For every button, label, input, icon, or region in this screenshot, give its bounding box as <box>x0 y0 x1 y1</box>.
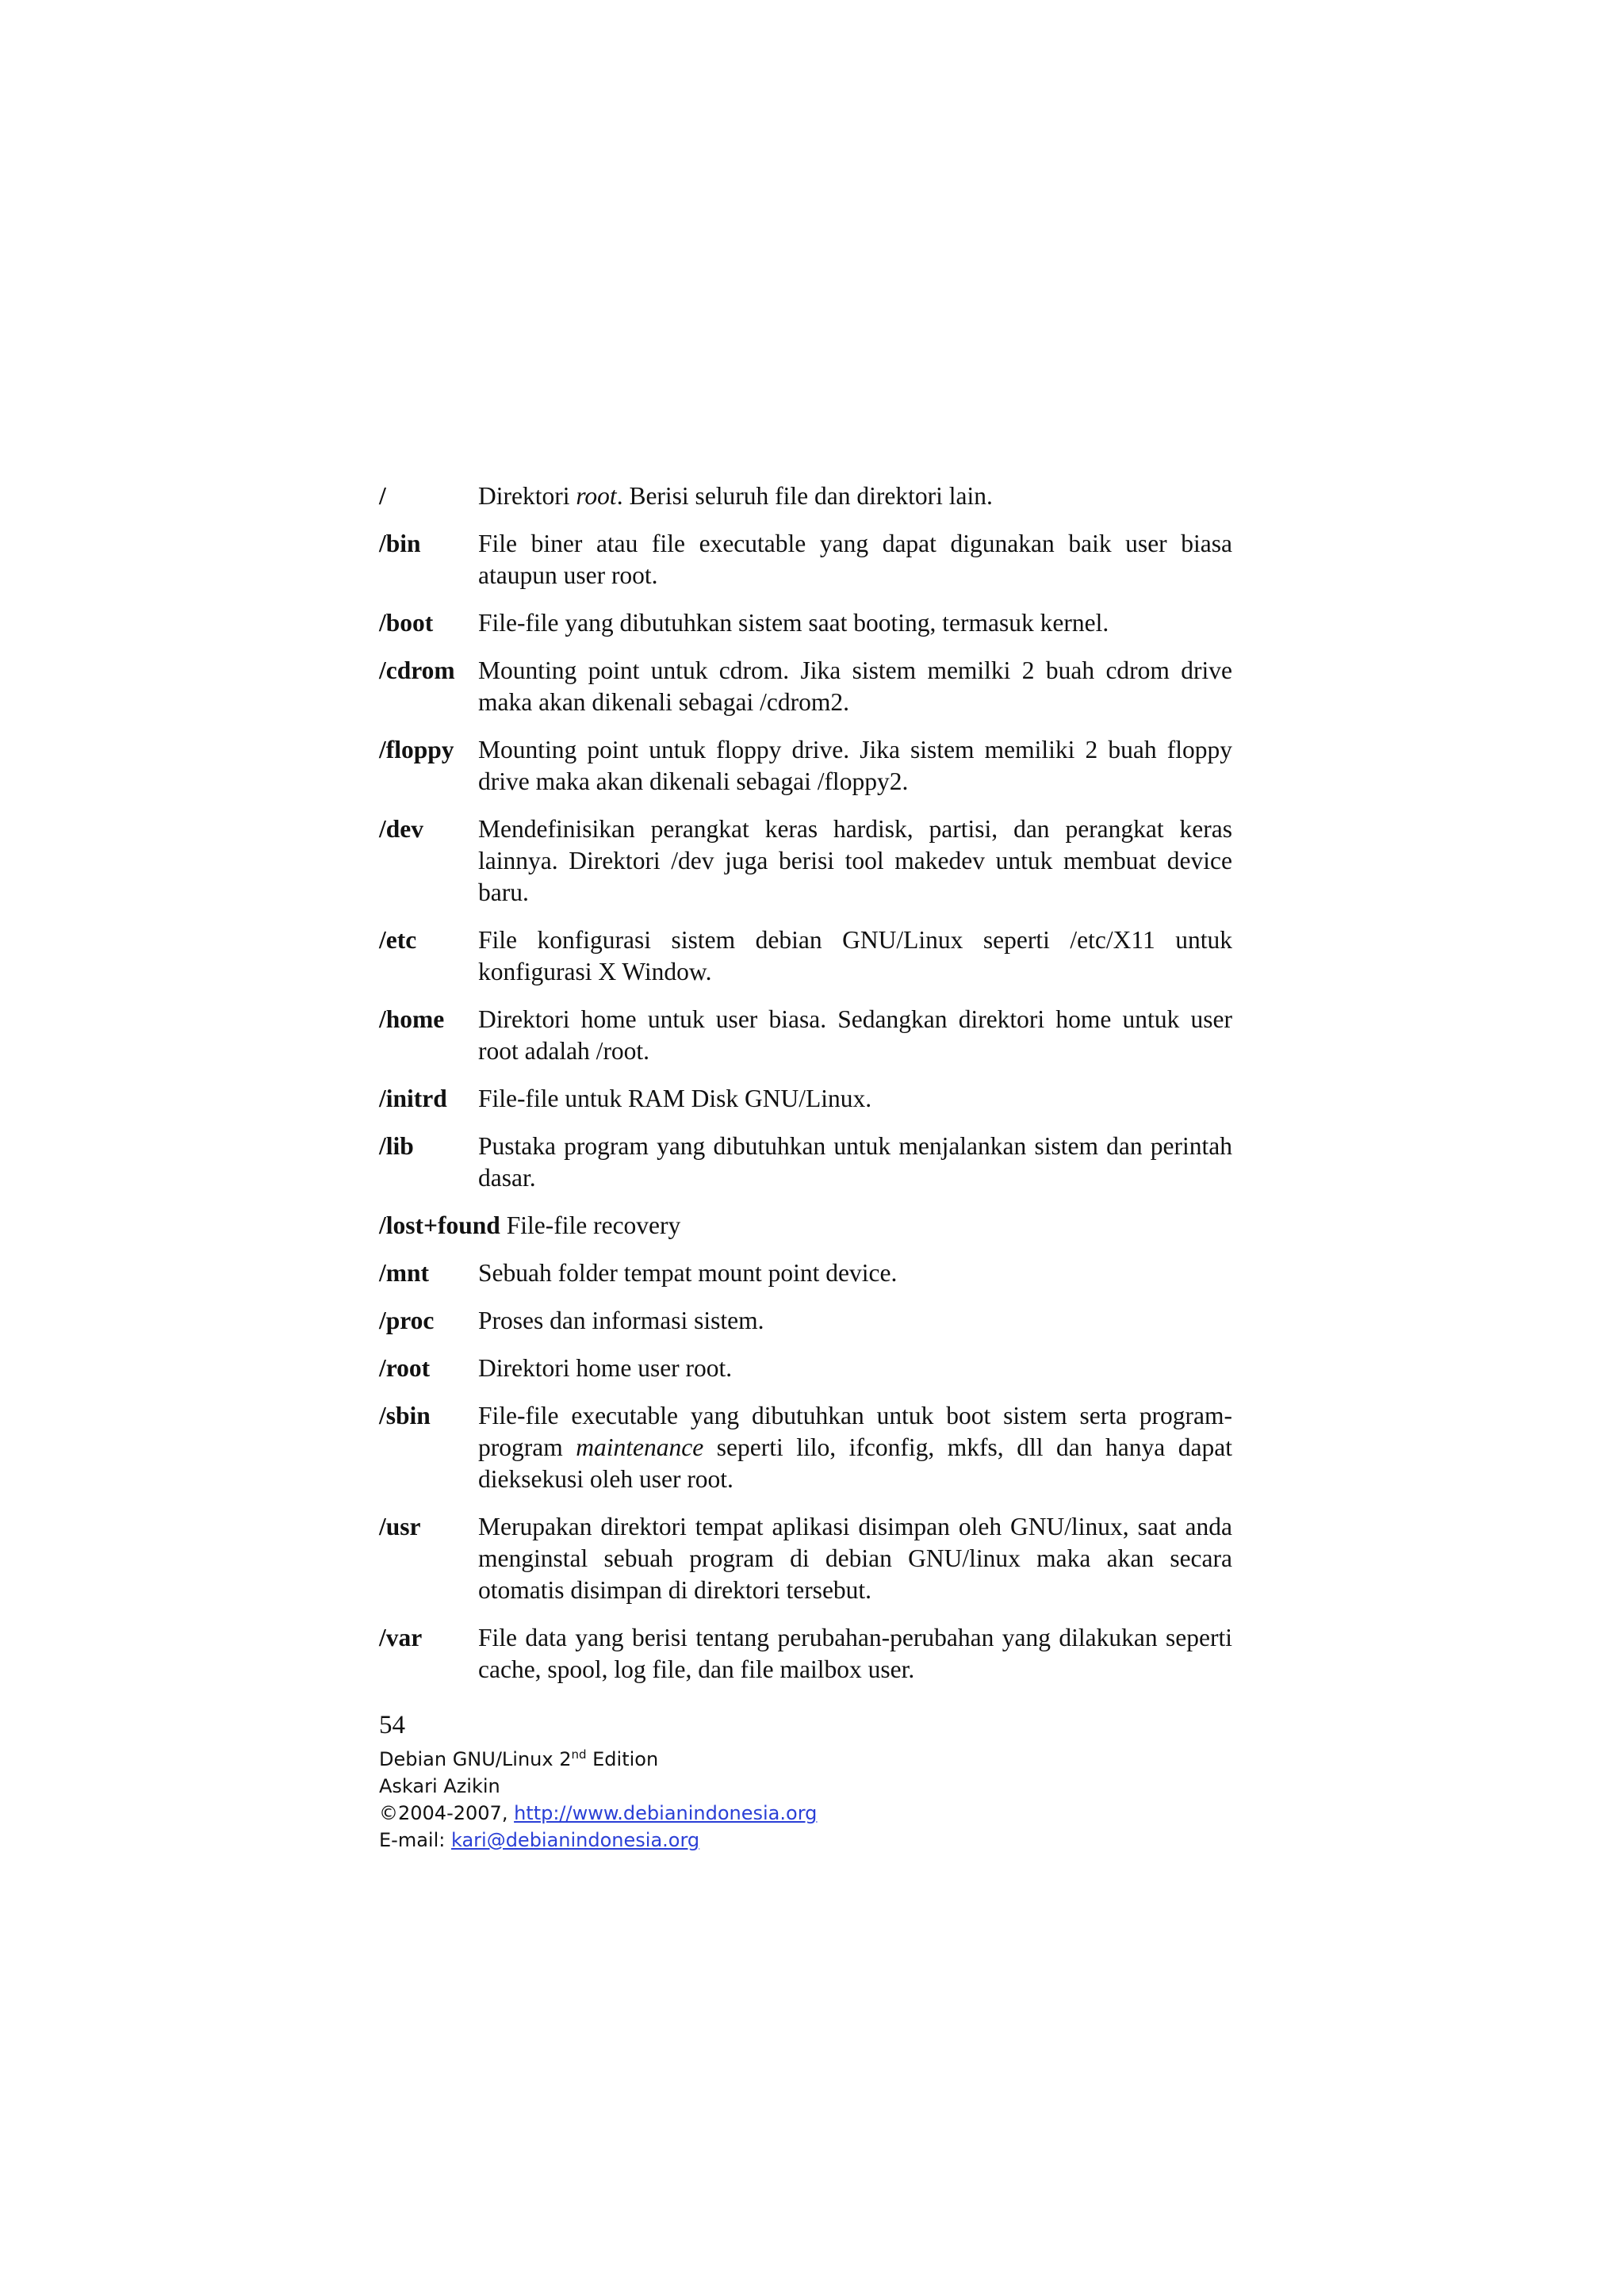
directory-entry <box>379 1400 1232 1495</box>
directory-description <box>478 1083 1232 1115</box>
directory-name: /cdrom <box>379 656 455 684</box>
description-text: Direktori <box>478 482 576 510</box>
directory-description <box>507 1210 1232 1242</box>
directory-description <box>478 1400 1232 1495</box>
directory-name: /root <box>379 1354 431 1382</box>
description-text: Direktori home untuk user biasa. Sedangkan direktori home untuk user root adalah /root. <box>478 1005 1232 1065</box>
directory-description <box>478 528 1232 591</box>
directory-entry <box>379 1083 1232 1115</box>
directory-entry <box>379 528 1232 591</box>
directory-description <box>478 1511 1232 1606</box>
directory-description <box>478 1257 1232 1289</box>
description-text: . Berisi seluruh file dan direktori lain. <box>616 482 993 510</box>
description-text: File data yang berisi tentang perubahan-perubahan yang dilakukan seperti cache, spool, log file, dan file mailbox user. <box>478 1624 1232 1683</box>
description-text: Proses dan informasi sistem. <box>478 1307 764 1334</box>
directory-name: / <box>379 482 386 510</box>
description-text: Merupakan direktori tempat aplikasi disimpan oleh GNU/linux, saat anda menginstal sebuah program di debian GNU/linux maka akan secara otomatis disimpan di direktori tersebut. <box>478 1513 1232 1604</box>
author-name: Askari Azikin <box>379 1775 500 1797</box>
directory-name: /sbin <box>379 1402 431 1429</box>
description-text: Mounting point untuk floppy drive. Jika sistem memiliki 2 buah floppy drive maka akan dikenali sebagai /floppy2. <box>478 736 1232 795</box>
directory-name: /mnt <box>379 1259 429 1287</box>
description-italic-text: root <box>576 482 617 510</box>
book-title-superscript: nd <box>571 1747 587 1762</box>
copyright-line <box>379 1800 1232 1827</box>
directory-entry <box>379 1353 1232 1384</box>
description-text: Mounting point untuk cdrom. Jika sistem memilki 2 buah cdrom drive maka akan dikenali sebagai /cdrom2. <box>478 656 1232 716</box>
directory-description <box>478 1305 1232 1337</box>
directory-entry <box>379 1131 1232 1194</box>
directory-description <box>478 655 1232 718</box>
directory-name: /etc <box>379 926 417 954</box>
book-title <box>379 1746 1232 1773</box>
directory-name: /home <box>379 1005 445 1033</box>
email-link[interactable]: kari@debianindonesia.org <box>450 1829 700 1851</box>
description-text: File biner atau file executable yang dapat digunakan baik user biasa ataupun user root. <box>478 530 1232 589</box>
description-text: seperti lilo, ifconfig, mkfs, dll dan hanya dapat dieksekusi oleh user root. <box>478 1433 1232 1493</box>
directory-entry <box>379 1210 1232 1242</box>
directory-entry <box>379 607 1232 639</box>
description-text: File-file yang dibutuhkan sistem saat booting, termasuk kernel. <box>478 609 1109 637</box>
description-text: File-file untuk RAM Disk GNU/Linux. <box>478 1085 872 1112</box>
description-italic-text: maintenance <box>576 1433 704 1461</box>
description-text: Mendefinisikan perangkat keras hardisk, partisi, dan perangkat keras lainnya. Direktori /dev juga berisi tool makedev untuk membuat device baru. <box>478 815 1232 906</box>
directory-entry <box>379 813 1232 909</box>
description-text: Direktori home user root. <box>478 1354 733 1382</box>
description-text: Pustaka program yang dibutuhkan untuk menjalankan sistem dan perintah dasar. <box>478 1132 1232 1192</box>
page-number: 54 <box>379 1711 405 1739</box>
directory-name: /var <box>379 1624 423 1651</box>
page-footer <box>379 1709 1232 1854</box>
directory-description <box>478 813 1232 909</box>
email-label: E-mail: <box>379 1829 451 1851</box>
directory-name: /initrd <box>379 1085 447 1112</box>
directory-entry <box>379 734 1232 798</box>
directory-description <box>478 1353 1232 1384</box>
directory-description <box>478 607 1232 639</box>
email-line <box>379 1827 1232 1854</box>
directory-entry <box>379 655 1232 718</box>
copyright-text: ©2004-2007, <box>379 1802 515 1824</box>
directory-name: /usr <box>379 1513 421 1540</box>
description-text: Sebuah folder tempat mount point device. <box>478 1259 898 1287</box>
directory-description <box>478 924 1232 988</box>
directory-description <box>478 1004 1232 1067</box>
directory-entry <box>379 480 1232 512</box>
directory-name: /lib <box>379 1132 414 1160</box>
description-text: File-file recovery <box>506 1211 681 1239</box>
directory-entry <box>379 1257 1232 1289</box>
directory-entry <box>379 1004 1232 1067</box>
directory-description <box>478 480 1232 512</box>
directory-entry <box>379 924 1232 988</box>
website-link[interactable]: http://www.debianindonesia.org <box>514 1802 818 1824</box>
directory-name: /boot <box>379 609 434 637</box>
description-text: File-file executable yang dibutuhkan untuk boot sistem serta program-program <box>478 1402 1232 1461</box>
book-title-prefix: Debian GNU/Linux 2 <box>379 1748 572 1770</box>
book-title-suffix: Edition <box>586 1748 659 1770</box>
directory-name: /floppy <box>379 736 454 763</box>
description-text: File konfigurasi sistem debian GNU/Linux seperti /etc/X11 untuk konfigurasi X Window. <box>478 926 1232 985</box>
directory-name: /proc <box>379 1307 435 1334</box>
directory-name: /dev <box>379 815 424 843</box>
directory-entry <box>379 1622 1232 1686</box>
directory-description <box>478 1131 1232 1194</box>
directory-description <box>478 1622 1232 1686</box>
directory-entry <box>379 1305 1232 1337</box>
directory-description <box>478 734 1232 798</box>
directory-list <box>379 480 1232 1701</box>
directory-entry <box>379 1511 1232 1606</box>
directory-name: /bin <box>379 530 421 557</box>
directory-name: /lost+found <box>379 1211 500 1239</box>
